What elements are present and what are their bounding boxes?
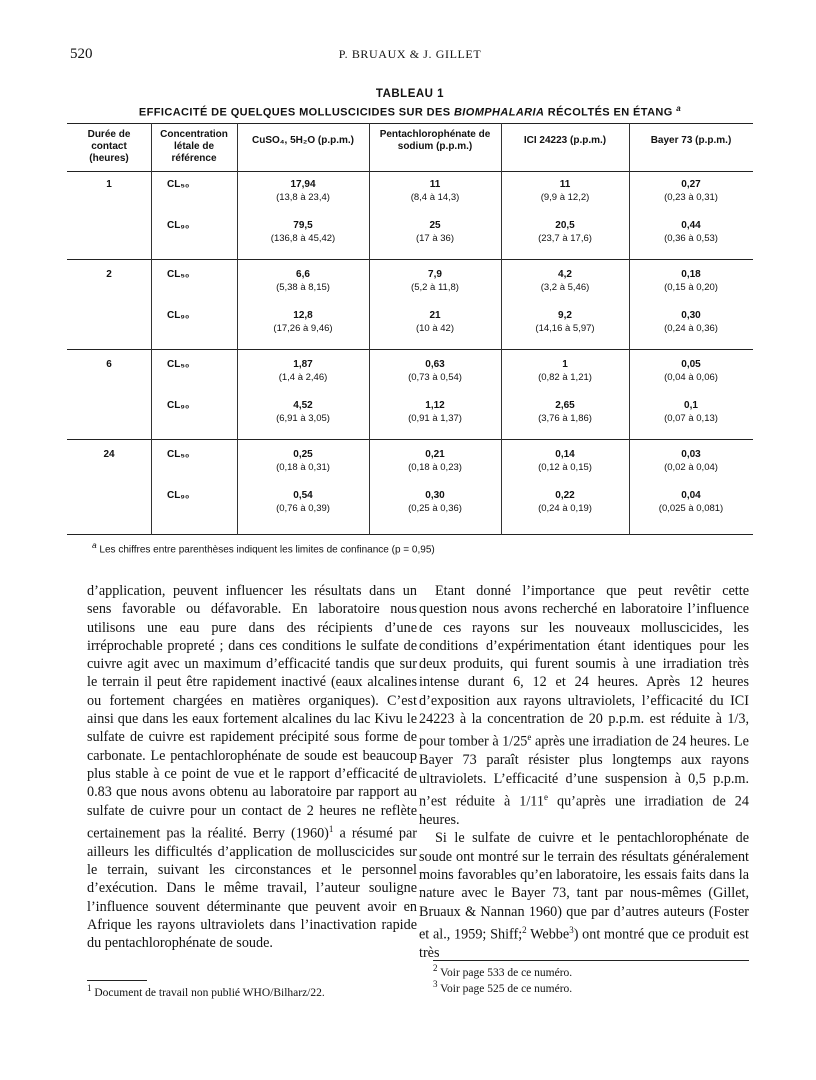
confidence-interval: (1,4 à 2,46): [278, 372, 328, 383]
table-value: 0,30: [681, 310, 701, 321]
confidence-interval: (17,26 à 9,46): [273, 323, 333, 334]
table-value: 20,5: [555, 220, 575, 231]
confidence-interval: (6,91 à 3,05): [276, 413, 330, 424]
lethal-concentration-label: CL₅₀: [167, 269, 190, 280]
table-value: 4,2: [558, 269, 572, 280]
table-value: 0,25: [293, 449, 313, 460]
confidence-interval: (0,18 à 0,23): [408, 462, 462, 473]
table-subtitle: EFFICACITÉ DE QUELQUES MOLLUSCICIDES SUR DES BIOMPHALARIA RÉCOLTÉS EN ÉTANG $^a$: [138, 104, 682, 119]
table-value: 0,1: [684, 400, 698, 411]
table-title: TABLEAU 1: [375, 88, 445, 100]
body-column-right: Etant donné l’importance que peut revêtir cette question nous avons recherché en laboratoire l’influence de ces rayons sur les nouveaux molluscicides, les conditions d’expérimentation étant identiques pour les deux produits, qui furent soumis à une irradiation très intense durant 6, 12 et 24 heures. Après 12 heures d’exposition aux rayons ultraviolets, l’efficacité du ICI 24223 à la concentration de 20 p.p.m. est réduite à 1/3, pour tomber à 1/25e après une irradiation de 24 heures. Le Bayer 73 paraît résister plus longtemps aux rayons ultraviolets. L’efficacité d’une suspension à 0,5 p.p.m. n’est réduite à 1/11e qu’après une irradiation de 24 heures. Si le sulfate de cuivre et le pentachlorophénate de soude ont montré sur le terrain des résultats généralement moins favorables qu’en laboratoire, les essais faits dans la nature avec le Bayer 73, tant par nous-mêmes (Gillet, Bruaux & Nannan 1960) que par d’autres auteurs (Foster et al., 1959; Shiff;$^2$ Webbe$^3$) ont montré que ce produit est très: [419, 583, 749, 961]
confidence-interval: (136,8 à 45,42): [270, 233, 336, 244]
lethal-concentration-label: CL₉₀: [167, 400, 190, 411]
confidence-interval: (0,07 à 0,13): [664, 413, 718, 424]
column-header: Pentachlorophénate de sodium (p.p.m.): [379, 129, 491, 152]
lethal-concentration-label: CL₅₀: [167, 179, 190, 190]
table-value: 2,65: [555, 400, 575, 411]
table-value: 17,94: [290, 179, 316, 190]
confidence-interval: (10 à 42): [415, 323, 455, 334]
table-value: 7,9: [428, 269, 442, 280]
confidence-interval: (0,82 à 1,21): [538, 372, 592, 383]
table-value: 0,21: [425, 449, 445, 460]
table-value: 6,6: [296, 269, 310, 280]
footnote-right-2: $^3$ Voir page 525 de ce numéro.: [433, 979, 573, 995]
table-column-divider: [151, 123, 152, 535]
lethal-concentration-label: CL₉₀: [167, 310, 190, 321]
lethal-concentration-label: CL₅₀: [167, 359, 190, 370]
page-number: 520: [70, 46, 93, 62]
confidence-interval: (3,76 à 1,86): [538, 413, 592, 424]
confidence-interval: (13,8 à 23,4): [276, 192, 330, 203]
table-rule: [67, 439, 753, 440]
column-header: Bayer 73 (p.p.m.): [650, 135, 732, 146]
confidence-interval: (14,16 à 5,97): [535, 323, 595, 334]
table-value: 25: [429, 220, 441, 231]
confidence-interval: (0,24 à 0,19): [538, 503, 592, 514]
table-value: 1,87: [293, 359, 313, 370]
page-header: [70, 46, 750, 66]
table-value: 4,52: [293, 400, 313, 411]
column-header: CuSO₄, 5H₂O (p.p.m.): [252, 135, 354, 146]
table-value: 0,03: [681, 449, 701, 460]
body-column-left: d’application, peuvent influencer les résultats dans un sens favorable ou défavorable. En laboratoire nous utilisons une eau pure dans des récipients d’une irréprochable propreté ; dans ces conditions le sulfate de cuivre agit avec un maximum d’efficacité tandis que sur le terrain il peut être rapidement inactivé (eaux alcalines ou fortement chargées en matières organiques). C’est ainsi que dans les eaux fortement alcalines du lac Kivu le sulfate de cuivre est rapidement précipité sous forme de carbonate. Le pentachlorophénate de soude est beaucoup plus stable à ce point de vue et le rapport d’efficacité de 0.83 que nous avons obtenu au laboratoire par rapport au sulfate de cuivre pour un contact de 2 heures ne reflète certainement pas la réalité. Berry $(1960)^1$ a résumé par ailleurs les difficultés d’application de molluscicides sur le terrain, suivant les circonstances et le personnel d’exécution. Dans le même travail, l’auteur souligne l’influence souvent déterminante que peuvent avoir en Afrique les rayons ultraviolets dans l’inactivation rapide du pentachlorophénate de soude.: [87, 583, 417, 952]
contact-duration: 2: [106, 269, 112, 280]
table-value: 0,18: [681, 269, 701, 280]
table-rule: [67, 171, 753, 172]
table-value: 1,12: [425, 400, 445, 411]
table-footnote: $^a$ Les chiffres entre parenthèses indiquent les limites de confinance (p = 0,95): [92, 540, 435, 556]
table-value: 21: [429, 310, 441, 321]
contact-duration: 1: [106, 179, 112, 190]
lethal-concentration-label: CL₉₀: [167, 490, 190, 501]
column-header: Durée de contact (heures): [87, 129, 131, 164]
table-rule: [67, 259, 753, 260]
footnote-left: $^1$ Document de travail non publié WHO/Bilharz/22.: [87, 983, 325, 999]
table-value: 0,54: [293, 490, 313, 501]
confidence-interval: (0,04 à 0,06): [664, 372, 718, 383]
table-value: 0,63: [425, 359, 445, 370]
table-value: 0,05: [681, 359, 701, 370]
table-value: 9,2: [558, 310, 572, 321]
confidence-interval: (0,12 à 0,15): [538, 462, 592, 473]
table-value: 0,22: [555, 490, 575, 501]
confidence-interval: (0,91 à 1,37): [408, 413, 462, 424]
confidence-interval: (0,025 à 0,081): [658, 503, 724, 514]
table-rule: [67, 534, 753, 535]
table-value: 0,30: [425, 490, 445, 501]
table-value: 0,14: [555, 449, 575, 460]
confidence-interval: (17 à 36): [415, 233, 455, 244]
confidence-interval: (5,38 à 8,15): [276, 282, 330, 293]
column-header: Concentration létale de référence: [160, 129, 228, 164]
footnote-right-1: $^2$ Voir page 533 de ce numéro.: [433, 963, 573, 979]
table-rule: [67, 349, 753, 350]
confidence-interval: (5,2 à 11,8): [411, 282, 459, 293]
confidence-interval: (0,02 à 0,04): [664, 462, 718, 473]
confidence-interval: (0,73 à 0,54): [408, 372, 462, 383]
results-table: [67, 123, 753, 535]
table-value: 0,44: [681, 220, 701, 231]
contact-duration: 6: [106, 359, 112, 370]
table-value: 11: [559, 179, 571, 190]
lethal-concentration-label: CL₅₀: [167, 449, 190, 460]
table-value: 0,27: [681, 179, 701, 190]
lethal-concentration-label: CL₉₀: [167, 220, 190, 231]
column-header: ICI 24223 (p.p.m.): [523, 135, 607, 146]
footnote-rule-left: [87, 980, 147, 981]
confidence-interval: (0,23 à 0,31): [664, 192, 718, 203]
confidence-interval: (0,76 à 0,39): [276, 503, 330, 514]
table-value: 79,5: [293, 220, 313, 231]
contact-duration: 24: [103, 449, 115, 460]
confidence-interval: (0,24 à 0,36): [664, 323, 718, 334]
running-title: P. BRUAUX & J. GILLET: [338, 47, 482, 61]
confidence-interval: (8,4 à 14,3): [410, 192, 460, 203]
confidence-interval: (0,18 à 0,31): [276, 462, 330, 473]
confidence-interval: (0,36 à 0,53): [664, 233, 718, 244]
table-value: 0,04: [681, 490, 701, 501]
confidence-interval: (3,2 à 5,46): [540, 282, 590, 293]
confidence-interval: (9,9 à 12,2): [540, 192, 590, 203]
table-value: 1: [562, 359, 568, 370]
confidence-interval: (0,25 à 0,36): [408, 503, 462, 514]
footnote-rule-right: [433, 960, 749, 961]
table-value: 11: [429, 179, 441, 190]
confidence-interval: (0,15 à 0,20): [664, 282, 718, 293]
table-value: 12,8: [293, 310, 313, 321]
table-rule: [67, 123, 753, 124]
confidence-interval: (23,7 à 17,6): [538, 233, 592, 244]
